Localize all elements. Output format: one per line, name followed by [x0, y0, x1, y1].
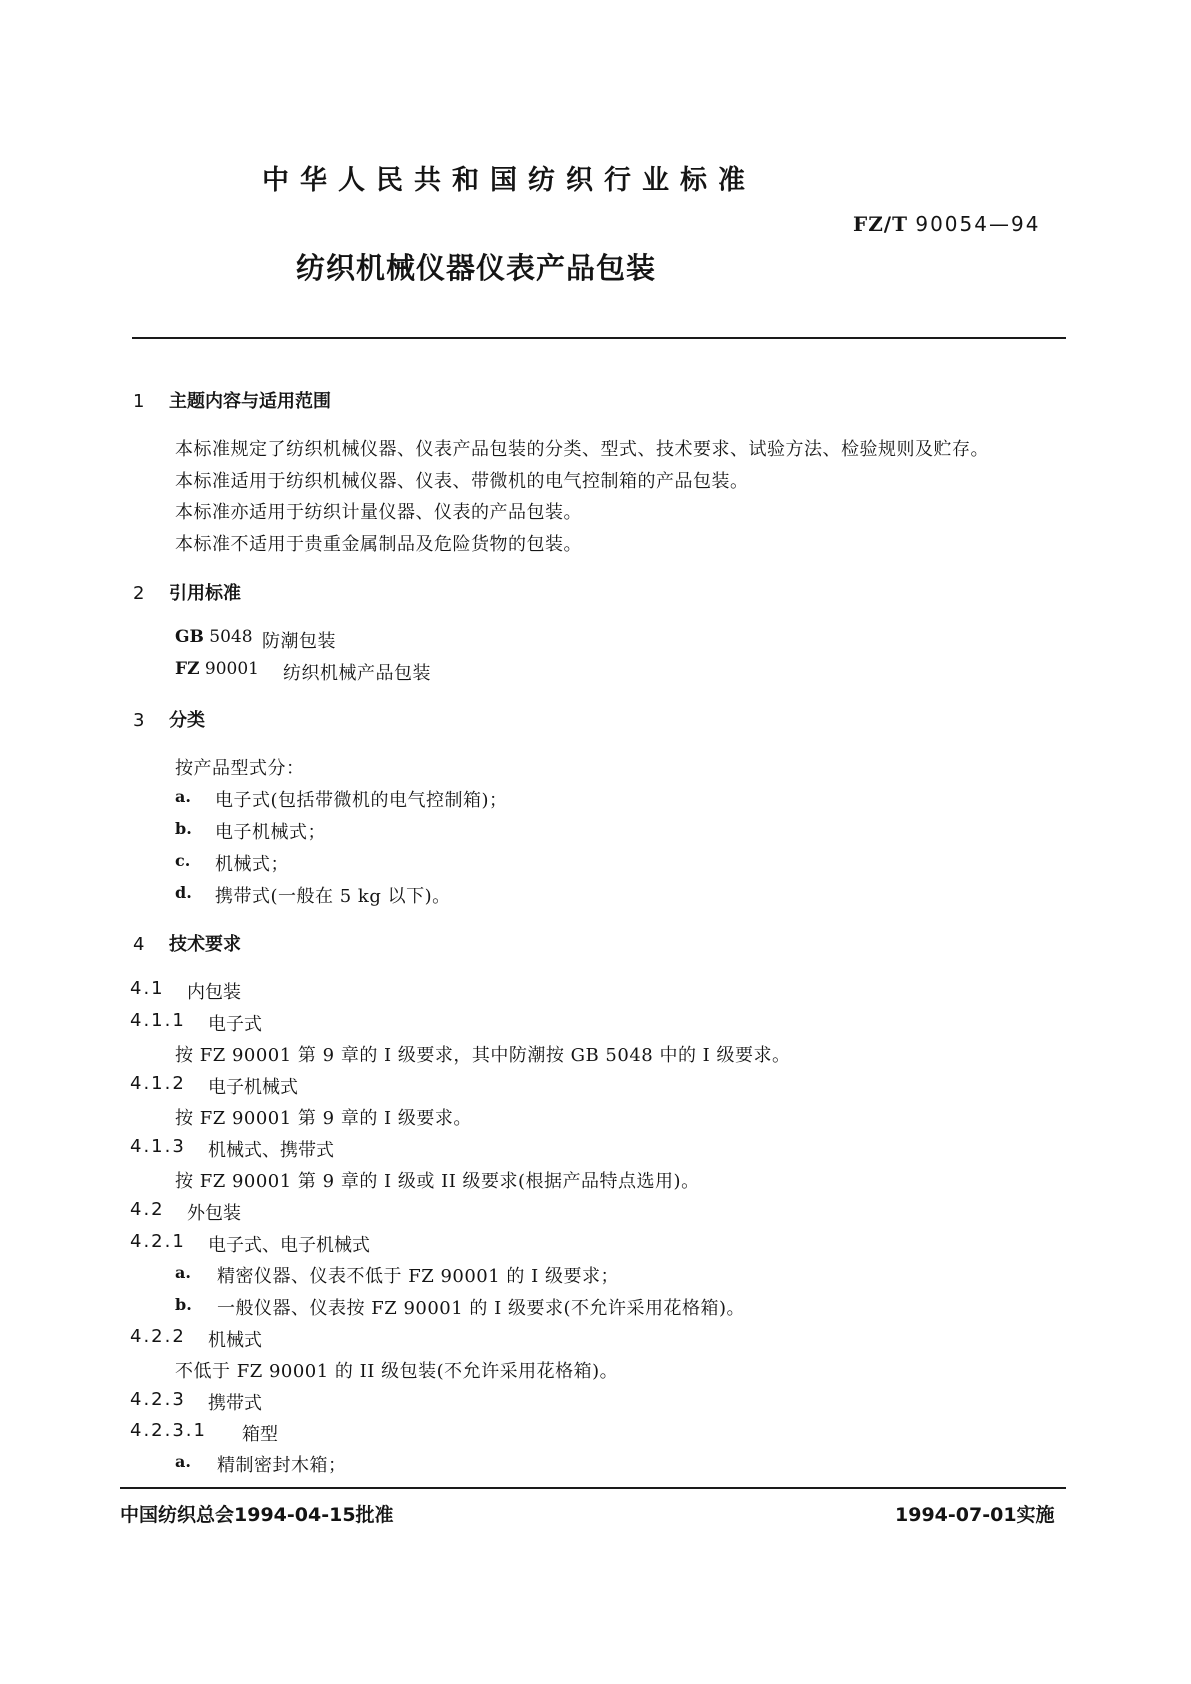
paragraph: 本标准不适用于贵重金属制品及危险货物的包装。: [175, 534, 582, 555]
paragraph: 按产品型式分：: [175, 758, 305, 779]
list-item: 精密仪器、仪表不低于 FZ 90001 的 I 级要求；: [217, 1266, 619, 1287]
clause-title: 携带式: [208, 1393, 262, 1414]
ref-code: 5048: [209, 627, 253, 647]
list-item: 一般仪器、仪表按 FZ 90001 的 I 级要求(不允许采用花格箱)。: [217, 1298, 746, 1319]
clause-text: 按 FZ 90001 第 9 章的 I 级或 II 级要求(根据产品特点选用)。: [175, 1171, 700, 1192]
clause-title: 内包装: [187, 982, 241, 1003]
clause-title: 机械式、携带式: [208, 1140, 334, 1161]
clause-title: 电子机械式: [208, 1077, 298, 1098]
list-label: a.: [175, 1452, 191, 1471]
reference-standard: [175, 659, 259, 679]
clause-number: 4.2: [130, 1199, 165, 1220]
reference-standard: [175, 627, 253, 647]
list-item: 精制密封木箱；: [217, 1455, 347, 1476]
list-label: a.: [175, 787, 191, 806]
list-label: d.: [175, 883, 192, 902]
clause-number: 4.1: [130, 978, 165, 999]
approval-date: 中国纺织总会1994-04-15批准: [120, 1504, 394, 1526]
reference-name: 纺织机械产品包装: [283, 663, 431, 684]
clause-title: 机械式: [208, 1330, 262, 1351]
reference-name: 防潮包装: [262, 631, 336, 652]
clause-text: 不低于 FZ 90001 的 II 级包装(不允许采用花格箱)。: [175, 1361, 619, 1382]
document-title: 纺织机械仪器仪表产品包装: [296, 251, 657, 285]
section-title: 分类: [169, 710, 205, 731]
standard-code-prefix: FZ/T: [853, 212, 908, 236]
section-1-heading: [133, 387, 331, 413]
header-divider: [132, 337, 1066, 339]
section-3-heading: [133, 706, 205, 732]
clause-title: 电子式: [208, 1014, 262, 1035]
section-number: 3: [133, 710, 145, 731]
clause-number: 4.1.2: [130, 1073, 186, 1094]
section-4-heading: [133, 930, 241, 956]
paragraph: 本标准规定了纺织机械仪器、仪表产品包装的分类、型式、技术要求、试验方法、检验规则及贮存。: [175, 439, 989, 460]
standard-code: [853, 212, 1040, 236]
section-title: 引用标准: [169, 583, 241, 604]
paragraph: 本标准亦适用于纺织计量仪器、仪表的产品包装。: [175, 502, 582, 523]
list-label: b.: [175, 1295, 192, 1314]
clause-number: 4.2.2: [130, 1326, 186, 1347]
paragraph: 本标准适用于纺织机械仪器、仪表、带微机的电气控制箱的产品包装。: [175, 471, 749, 492]
clause-number: 4.2.1: [130, 1231, 186, 1252]
section-title: 主题内容与适用范围: [169, 391, 331, 412]
list-item: 电子式(包括带微机的电气控制箱)；: [215, 790, 508, 811]
clause-text: 按 FZ 90001 第 9 章的 I 级要求。: [175, 1108, 472, 1129]
list-item: 机械式；: [215, 854, 289, 875]
footer-divider: [120, 1487, 1066, 1489]
clause-title: 箱型: [242, 1424, 278, 1445]
ref-prefix: GB: [175, 627, 204, 647]
clause-title: 电子式、电子机械式: [208, 1235, 370, 1256]
effective-date: 1994-07-01实施: [895, 1504, 1055, 1526]
list-item: 携带式(一般在 5 kg 以下)。: [215, 886, 451, 907]
ref-code: 90001: [204, 659, 259, 679]
section-title: 技术要求: [169, 934, 241, 955]
section-number: 4: [133, 934, 145, 955]
section-number: 1: [133, 391, 145, 412]
clause-number: 4.1.3: [130, 1136, 186, 1157]
clause-text: 按 FZ 90001 第 9 章的 I 级要求，其中防潮按 GB 5048 中的 I 级要求。: [175, 1045, 791, 1066]
section-2-heading: [133, 579, 241, 605]
section-number: 2: [133, 583, 145, 604]
list-item: 电子机械式；: [215, 822, 326, 843]
ref-prefix: FZ: [175, 659, 200, 679]
clause-number: 4.1.1: [130, 1010, 186, 1031]
standard-category: 中华人民共和国纺织行业标准: [262, 165, 756, 196]
clause-title: 外包装: [187, 1203, 241, 1224]
clause-number: 4.2.3.1: [130, 1420, 207, 1441]
list-label: b.: [175, 819, 192, 838]
standard-code-number: 90054—94: [915, 212, 1041, 236]
clause-number: 4.2.3: [130, 1389, 186, 1410]
list-label: a.: [175, 1263, 191, 1282]
list-label: c.: [175, 851, 191, 870]
